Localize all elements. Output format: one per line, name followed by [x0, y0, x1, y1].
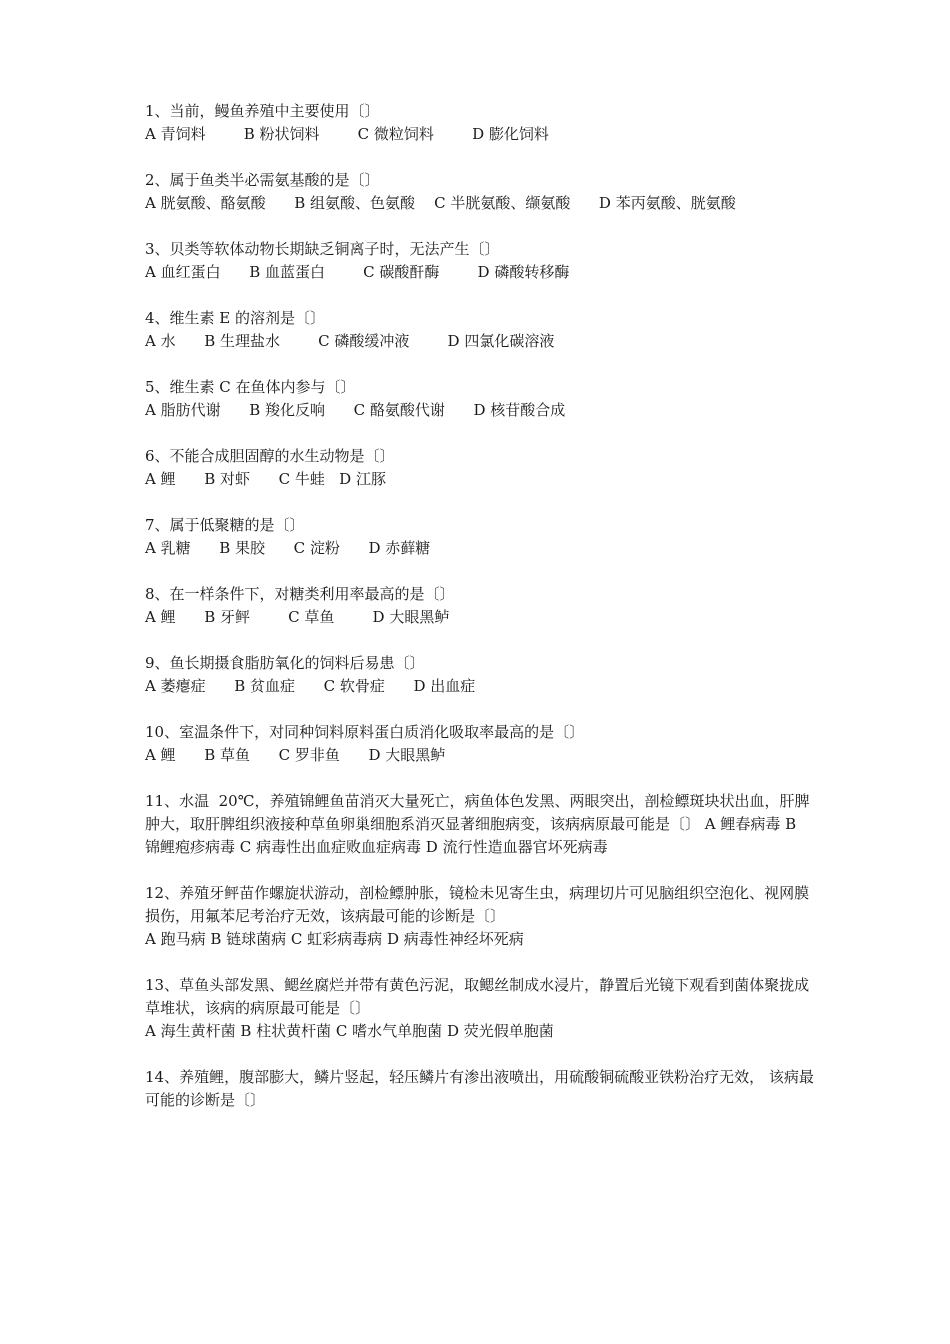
- question-2: [145, 169, 815, 215]
- question-text: 6、不能合成胆固醇的水生动物是〔〕: [145, 447, 395, 465]
- question-text: 14、养殖鲤，腹部膨大，鳞片竖起，轻压鳞片有渗出液喷出，用硫酸铜硫酸亚铁粉治疗无效， 该病最可能的诊断是〔〕: [145, 1068, 814, 1109]
- question-text: 9、鱼长期摄食脂肪氧化的饲料后易患〔〕: [145, 654, 425, 672]
- question-options: A 鲤 B 牙鲆 C 草鱼 D 大眼黑鲈: [145, 608, 450, 626]
- question-8: [145, 583, 815, 629]
- question-7: [145, 514, 815, 560]
- question-14: [145, 1066, 815, 1112]
- question-options: A 脂肪代谢 B 羧化反响 C 酪氨酸代谢 D 核苷酸合成: [145, 401, 566, 419]
- question-options: A 萎瘪症 B 贫血症 C 软骨症 D 出血症: [145, 677, 476, 695]
- question-text: 3、贝类等软体动物长期缺乏铜离子时，无法产生〔〕: [145, 240, 500, 258]
- question-options: A 青饲料 B 粉状饲料 C 微粒饲料 D 膨化饲料: [145, 125, 549, 143]
- question-11: [145, 790, 815, 859]
- question-options: A 胱氨酸、酪氨酸 B 组氨酸、色氨酸 C 半胱氨酸、缬氨酸 D 苯丙氨酸、胱氨酸: [145, 194, 736, 212]
- question-1: [145, 100, 815, 146]
- question-options: A 海生黄杆菌 B 柱状黄杆菌 C 嗜水气单胞菌 D 荧光假单胞菌: [145, 1022, 554, 1040]
- question-options: A 跑马病 B 链球菌病 C 虹彩病毒病 D 病毒性神经坏死病: [145, 930, 524, 948]
- question-10: [145, 721, 815, 767]
- question-text: 2、属于鱼类半必需氨基酸的是〔〕: [145, 171, 380, 189]
- question-options: A 血红蛋白 B 血蓝蛋白 C 碳酸酐酶 D 磷酸转移酶: [145, 263, 570, 281]
- question-12: [145, 882, 815, 951]
- question-text: 1、当前，鳗鱼养殖中主要使用〔〕: [145, 102, 380, 120]
- question-text: 12、养殖牙鲆苗作螺旋状游动，剖检鳔肿胀，镜检未见寄生虫，病理切片可见脑组织空泡化、视网膜损伤，用氟苯尼考治疗无效，该病最可能的诊断是〔〕: [145, 884, 810, 925]
- question-9: [145, 652, 815, 698]
- question-options: A 鲤 B 对虾 C 牛蛙 D 江豚: [145, 470, 386, 488]
- question-3: [145, 238, 815, 284]
- question-text: 5、维生素 C 在鱼体内参与〔〕: [145, 378, 356, 396]
- document-page: [145, 100, 815, 1135]
- question-text: 7、属于低聚糖的是〔〕: [145, 516, 305, 534]
- question-text: 10、室温条件下，对同种饲料原料蛋白质消化吸取率最高的是〔〕: [145, 723, 585, 741]
- question-options: A 乳糖 B 果胶 C 淀粉 D 赤藓糖: [145, 539, 431, 557]
- question-6: [145, 445, 815, 491]
- question-13: [145, 974, 815, 1043]
- question-options: A 鲤 B 草鱼 C 罗非鱼 D 大眼黑鲈: [145, 746, 446, 764]
- question-text: 13、草鱼头部发黑、鳃丝腐烂并带有黄色污泥，取鳃丝制成水浸片，静置后光镜下观看到菌体聚拢成草堆状，该病的病原最可能是〔〕: [145, 976, 810, 1017]
- question-text: 8、在一样条件下，对糖类利用率最高的是〔〕: [145, 585, 455, 603]
- question-options: A 水 B 生理盐水 C 磷酸缓冲液 D 四氯化碳溶液: [145, 332, 555, 350]
- question-text: 4、维生素 E 的溶剂是〔〕: [145, 309, 326, 327]
- question-4: [145, 307, 815, 353]
- question-text: 11、水温 20℃，养殖锦鲤鱼苗消灭大量死亡，病鱼体色发黑、两眼突出，剖检鳔斑块状出血，肝脾肿大，取肝脾组织液接种草鱼卵巢细胞系消灭显著细胞病变，该病病原最可能是〔〕 A 鲤春病毒 B 锦鲤疱疹病毒 C 病毒性出血症败血症病毒 D 流行性造血器官坏死病毒: [145, 792, 810, 856]
- question-5: [145, 376, 815, 422]
